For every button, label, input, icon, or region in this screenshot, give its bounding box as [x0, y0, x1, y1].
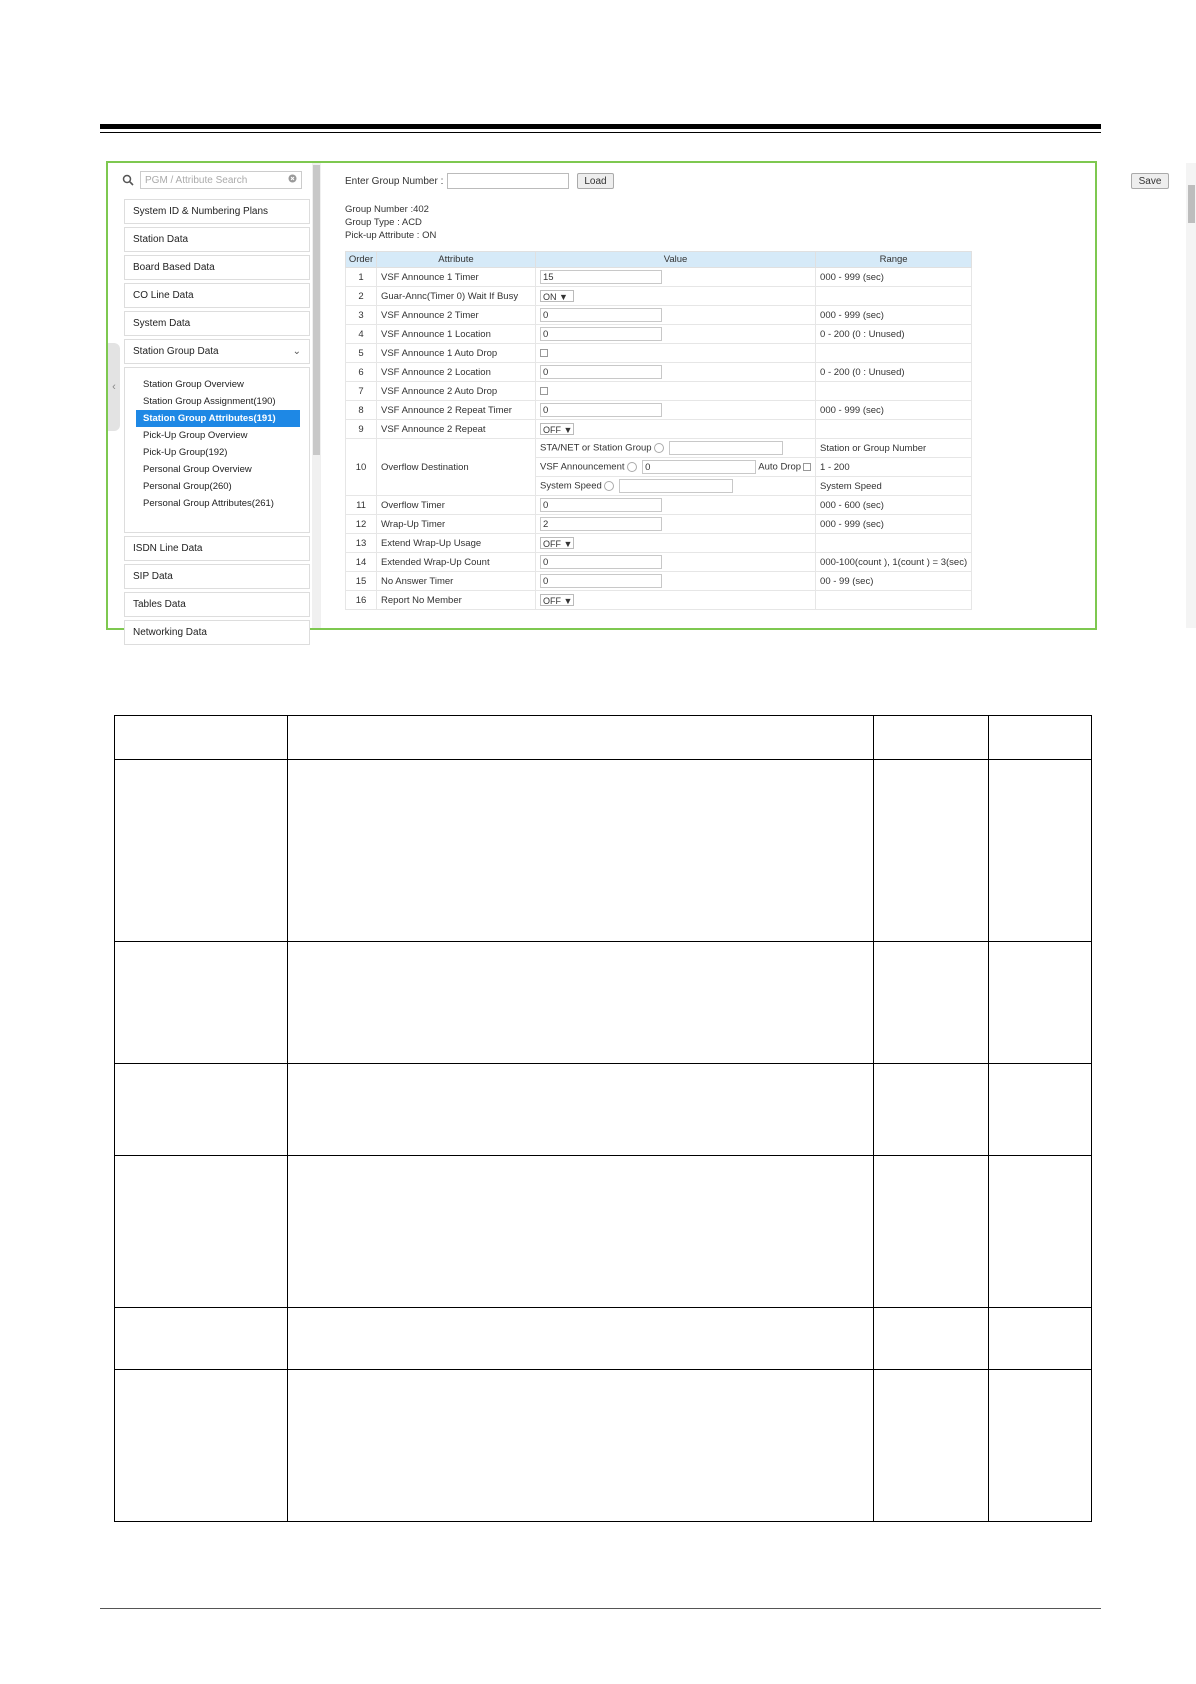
- order-cell: 6: [346, 363, 377, 382]
- column-header-range: Range: [816, 252, 972, 268]
- document-cell: [874, 760, 989, 942]
- sidebar-item-label: System ID & Numbering Plans: [133, 206, 269, 217]
- attribute-cell: VSF Announce 1 Timer: [377, 268, 536, 287]
- document-cell: [115, 942, 288, 1064]
- document-cell: [115, 760, 288, 942]
- range-cell: 000 - 999 (sec): [816, 401, 972, 420]
- value-input[interactable]: 0: [540, 327, 662, 341]
- attribute-cell: VSF Announce 2 Repeat: [377, 420, 536, 439]
- document-cell: [989, 942, 1092, 1064]
- column-header-attribute: Attribute: [377, 252, 536, 268]
- rows-group-a: [346, 268, 972, 439]
- group-info: [345, 203, 436, 242]
- value-cell: [536, 458, 816, 477]
- document-table-row: [115, 1156, 1092, 1308]
- pickup-attribute-text: Pick-up Attribute : ON: [345, 230, 437, 241]
- sidebar-item-label: Station Group Data: [133, 346, 219, 357]
- sidebar-collapse-handle[interactable]: [108, 343, 120, 431]
- value-checkbox[interactable]: [540, 349, 548, 357]
- overflow-radio-vsf[interactable]: [627, 462, 637, 472]
- document-header-cell: [288, 716, 874, 760]
- table-row: [346, 363, 972, 382]
- value-cell: [536, 515, 816, 534]
- attribute-cell: Guar-Annc(Timer 0) Wait If Busy: [377, 287, 536, 306]
- sidebar-subitem-pickup-group[interactable]: Pick-Up Group(192): [143, 447, 228, 458]
- search-icon: [122, 174, 134, 186]
- footer-rule: [100, 1608, 1101, 1609]
- sidebar-item-tables-data[interactable]: [124, 592, 310, 617]
- document-cell: [874, 942, 989, 1064]
- attribute-cell: VSF Announce 2 Repeat Timer: [377, 401, 536, 420]
- table-row: [346, 572, 972, 591]
- sidebar-subitem-station-group-assignment[interactable]: Station Group Assignment(190): [143, 396, 276, 407]
- sidebar-item-label: CO Line Data: [133, 290, 194, 301]
- screenshot-frame: [106, 161, 1162, 638]
- sidebar-item-label: ISDN Line Data: [133, 543, 203, 554]
- table-row: [346, 496, 972, 515]
- value-cell: [536, 344, 816, 363]
- range-cell: 0 - 200 (0 : Unused): [816, 325, 972, 344]
- attribute-cell: Wrap-Up Timer: [377, 515, 536, 534]
- table-row: [346, 515, 972, 534]
- search-row: [122, 169, 312, 191]
- document-table: [114, 715, 1092, 1522]
- column-header-value: Value: [536, 252, 816, 268]
- range-cell: 000-100(count ), 1(count ) = 3(sec): [816, 553, 972, 572]
- range-cell: 00 - 99 (sec): [816, 572, 972, 591]
- document-cell: [288, 1064, 874, 1156]
- document-cell: [115, 1156, 288, 1308]
- value-input[interactable]: 0: [540, 555, 662, 569]
- header-rule: [100, 124, 1101, 129]
- document-header-cell: [115, 716, 288, 760]
- attribute-cell: Overflow Timer: [377, 496, 536, 515]
- sidebar-submenu: [124, 367, 310, 533]
- group-type-text: Group Type : ACD: [345, 217, 422, 228]
- range-cell: 000 - 999 (sec): [816, 306, 972, 325]
- value-cell: [536, 325, 816, 344]
- order-cell: 9: [346, 420, 377, 439]
- overflow-station-input[interactable]: [669, 441, 783, 455]
- sidebar-subitem-pickup-group-overview[interactable]: Pick-Up Group Overview: [143, 430, 248, 441]
- order-cell: 5: [346, 344, 377, 363]
- order-cell: 8: [346, 401, 377, 420]
- table-row: [346, 553, 972, 572]
- sidebar-item-label: SIP Data: [133, 571, 173, 582]
- value-input[interactable]: 2: [540, 517, 662, 531]
- table-row: [346, 287, 972, 306]
- sidebar-item-label: Board Based Data: [133, 262, 215, 273]
- table-row: [346, 401, 972, 420]
- table-row: [346, 325, 972, 344]
- document-table-row: [115, 1308, 1092, 1370]
- value-cell: [536, 591, 816, 610]
- value-cell: [536, 363, 816, 382]
- attribute-cell: Extended Wrap-Up Count: [377, 553, 536, 572]
- sidebar-subitem-personal-group-attributes[interactable]: Personal Group Attributes(261): [143, 498, 274, 509]
- document-table-row: [115, 1064, 1092, 1156]
- range-cell: 000 - 999 (sec): [816, 515, 972, 534]
- value-cell: [536, 268, 816, 287]
- chevron-down-icon: ⌄: [292, 346, 301, 357]
- order-cell: 7: [346, 382, 377, 401]
- sidebar-menu: [124, 199, 310, 648]
- sidebar-item-label: Networking Data: [133, 627, 207, 638]
- value-input[interactable]: 0: [540, 574, 662, 588]
- document-cell: [989, 760, 1092, 942]
- overflow-option-label: System Speed: [540, 480, 602, 492]
- table-row: [346, 306, 972, 325]
- value-cell: [536, 572, 816, 591]
- column-header-order: Order: [346, 252, 377, 268]
- value-cell: [536, 382, 816, 401]
- save-button[interactable]: Save: [1131, 173, 1169, 189]
- attribute-cell: VSF Announce 2 Timer: [377, 306, 536, 325]
- search-placeholder: PGM / Attribute Search: [145, 174, 248, 186]
- value-cell: [536, 420, 816, 439]
- document-table-row: [115, 760, 1092, 942]
- overflow-option-label: VSF Announcement: [540, 461, 625, 473]
- value-cell: [536, 306, 816, 325]
- document-table-header: [115, 716, 1092, 760]
- overflow-vsf-input[interactable]: 0: [642, 460, 756, 474]
- table-row: [346, 382, 972, 401]
- sidebar-item-isdn-line-data[interactable]: [124, 536, 310, 561]
- value-input[interactable]: 0: [540, 498, 662, 512]
- sidebar-item-system-data[interactable]: [124, 311, 310, 336]
- order-cell: 2: [346, 287, 377, 306]
- main-scrollbar-thumb[interactable]: [1188, 185, 1195, 223]
- group-number-text: Group Number :402: [345, 204, 429, 215]
- table-row: [346, 439, 972, 458]
- sidebar-item-system-id[interactable]: [124, 199, 310, 224]
- main-panel: [323, 163, 1162, 628]
- value-input[interactable]: 0: [540, 403, 662, 417]
- range-cell: 000 - 999 (sec): [816, 268, 972, 287]
- overflow-option-label: STA/NET or Station Group: [540, 442, 652, 454]
- overflow-rows: [346, 439, 972, 496]
- value-select[interactable]: ON ▼: [540, 290, 574, 302]
- order-cell: 10: [346, 439, 377, 496]
- table-header-row: [346, 252, 972, 268]
- document-cell: [874, 1156, 989, 1308]
- range-cell: Station or Group Number: [816, 439, 972, 458]
- value-input[interactable]: 0: [540, 365, 662, 379]
- order-cell: 4: [346, 325, 377, 344]
- value-cell: [536, 496, 816, 515]
- document-cell: [288, 760, 874, 942]
- sidebar: [108, 163, 312, 638]
- sidebar-item-station-data[interactable]: [124, 227, 310, 252]
- document-cell: [874, 1370, 989, 1522]
- attribute-table: [345, 251, 972, 610]
- table-row: [346, 420, 972, 439]
- value-cell: [536, 534, 816, 553]
- table-row: [346, 534, 972, 553]
- value-cell: [536, 401, 816, 420]
- range-cell: 000 - 600 (sec): [816, 496, 972, 515]
- value-input[interactable]: 15: [540, 270, 662, 284]
- overflow-radio-system-speed[interactable]: [604, 481, 614, 491]
- search-input[interactable]: [140, 171, 302, 189]
- sidebar-subitem-station-group-overview[interactable]: Station Group Overview: [143, 379, 244, 390]
- sidebar-item-sip-data[interactable]: [124, 564, 310, 589]
- sidebar-subitem-personal-group-overview[interactable]: Personal Group Overview: [143, 464, 252, 475]
- attribute-cell: VSF Announce 1 Location: [377, 325, 536, 344]
- document-cell: [288, 1156, 874, 1308]
- document-cell: [989, 1370, 1092, 1522]
- document-table-row: [115, 1370, 1092, 1522]
- value-cell: [536, 477, 816, 496]
- range-cell: [816, 382, 972, 401]
- range-cell: [816, 534, 972, 553]
- document-header-cell: [874, 716, 989, 760]
- order-cell: 14: [346, 553, 377, 572]
- sidebar-item-label: Tables Data: [133, 599, 186, 610]
- sidebar-item-label: Station Data: [133, 234, 189, 245]
- range-cell: [816, 591, 972, 610]
- document-cell: [115, 1308, 288, 1370]
- group-number-input[interactable]: [447, 173, 569, 189]
- attribute-cell: Report No Member: [377, 591, 536, 610]
- document-cell: [288, 1308, 874, 1370]
- table-row: [346, 344, 972, 363]
- document-cell: [874, 1308, 989, 1370]
- sidebar-item-label: System Data: [133, 318, 191, 329]
- value-checkbox[interactable]: [540, 387, 548, 395]
- range-cell: 1 - 200: [816, 458, 972, 477]
- attribute-cell: No Answer Timer: [377, 572, 536, 591]
- document-header-cell: [989, 716, 1092, 760]
- order-cell: 12: [346, 515, 377, 534]
- group-number-row: [345, 173, 614, 189]
- attribute-cell: Overflow Destination: [377, 439, 536, 496]
- order-cell: 3: [346, 306, 377, 325]
- attribute-cell: Extend Wrap-Up Usage: [377, 534, 536, 553]
- sidebar-subitem-personal-group[interactable]: Personal Group(260): [143, 481, 232, 492]
- value-input[interactable]: 0: [540, 308, 662, 322]
- range-cell: 0 - 200 (0 : Unused): [816, 363, 972, 382]
- value-select[interactable]: OFF ▼: [540, 594, 574, 606]
- auto-drop-checkbox[interactable]: [803, 463, 811, 471]
- group-number-label: Enter Group Number :: [345, 175, 444, 187]
- range-cell: [816, 420, 972, 439]
- value-cell: [536, 553, 816, 572]
- chevron-left-icon: ‹: [112, 381, 116, 393]
- table-row: [346, 268, 972, 287]
- value-cell: [536, 439, 816, 458]
- attribute-cell: VSF Announce 2 Auto Drop: [377, 382, 536, 401]
- document-table-row: [115, 942, 1092, 1064]
- document-cell: [288, 942, 874, 1064]
- sidebar-item-networking-data[interactable]: [124, 620, 310, 645]
- sidebar-item-board-based-data[interactable]: [124, 255, 310, 280]
- header-rule-thin: [100, 132, 1101, 133]
- rows-group-b: [346, 496, 972, 610]
- range-cell: System Speed: [816, 477, 972, 496]
- value-cell: [536, 287, 816, 306]
- document-cell: [288, 1370, 874, 1522]
- order-cell: 15: [346, 572, 377, 591]
- order-cell: 11: [346, 496, 377, 515]
- document-cell: [989, 1064, 1092, 1156]
- sidebar-scrollbar-thumb[interactable]: [313, 165, 320, 455]
- document-cell: [115, 1064, 288, 1156]
- document-cell: [115, 1370, 288, 1522]
- document-cell: [874, 1064, 989, 1156]
- sidebar-item-co-line-data[interactable]: [124, 283, 310, 308]
- table-row: [346, 591, 972, 610]
- overflow-system-speed-input[interactable]: [619, 479, 733, 493]
- attribute-cell: VSF Announce 1 Auto Drop: [377, 344, 536, 363]
- sidebar-subitem-station-group-attributes[interactable]: Station Group Attributes(191): [136, 410, 300, 427]
- document-cell: [989, 1156, 1092, 1308]
- order-cell: 16: [346, 591, 377, 610]
- range-cell: [816, 287, 972, 306]
- main-scrollbar[interactable]: [1186, 163, 1196, 628]
- sidebar-item-station-group-data[interactable]: [124, 339, 310, 364]
- range-cell: [816, 344, 972, 363]
- document-cell: [989, 1308, 1092, 1370]
- auto-drop-label: Auto Drop: [758, 461, 802, 473]
- close-icon[interactable]: [288, 174, 297, 186]
- value-select[interactable]: OFF ▼: [540, 537, 574, 549]
- order-cell: 13: [346, 534, 377, 553]
- load-button[interactable]: Load: [577, 173, 613, 189]
- value-select[interactable]: OFF ▼: [540, 423, 574, 435]
- order-cell: 1: [346, 268, 377, 287]
- overflow-radio-station[interactable]: [654, 443, 664, 453]
- attribute-cell: VSF Announce 2 Location: [377, 363, 536, 382]
